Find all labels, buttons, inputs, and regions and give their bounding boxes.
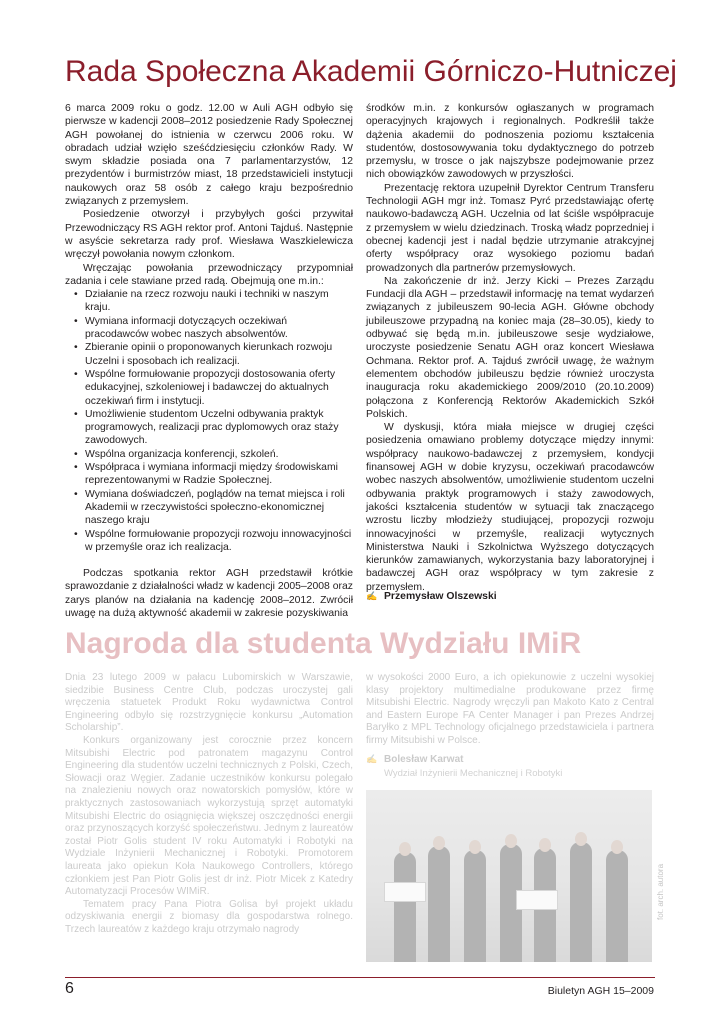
- paragraph: środków m.in. z konkursów ogłaszanych w programach operacyjnych krajowych i regionalnych. Podkreślił także dążenia akademii do podnoszenia poziomu kształcenia studentów, dostosowywania toku dydaktycznego do potrzeb przemysłu, w trosce o jak najszybsze podejmowanie przez nich obowiązków zawodowych w przyszłości.: [366, 103, 654, 181]
- next-article-preview: [0, 620, 719, 980]
- author-name: Bolesław Karwat: [384, 754, 464, 765]
- article-column-right: [366, 672, 654, 748]
- award-photo: [366, 790, 652, 962]
- list-item: • Wspólne formułowanie propozycji rozwoju innowacyjności w przemyśle oraz ich realizacja.: [85, 528, 353, 555]
- author-signature: [366, 754, 463, 765]
- list-item: • Działanie na rzecz rozwoju nauki i techniki w naszym kraju.: [85, 288, 353, 315]
- list-item: • Umożliwienie studentom Uczelni odbywania praktyk programowych, realizacji prac dyplomowych oraz staży zawodowych.: [85, 408, 353, 448]
- footer-rule: [65, 977, 655, 978]
- article-title: Nagroda dla studenta Wydziału IMiR: [65, 627, 582, 660]
- author-role: Wydział Inżynierii Mechanicznej i Robotyki: [384, 768, 563, 779]
- list-item: • Wymiana doświadczeń, poglądów na temat miejsca i roli Akademii w rzeczywistości społeczno-ekonomicznej naszego kraju: [85, 488, 353, 528]
- list-item: • Zbieranie opinii o proponowanych kierunkach rozwoju Uczelni i sposobach ich realizacji.: [85, 341, 353, 368]
- author-signature: [366, 591, 497, 602]
- author-name: Przemysław Olszewski: [384, 591, 497, 602]
- publication-title: Biuletyn AGH 15–2009: [547, 985, 654, 997]
- list-item: • Wspólna organizacja konferencji, szkoleń.: [85, 448, 353, 461]
- paragraph: W dyskusji, która miała miejsce w drugiej części posiedzenia omawiano problemy dotyczące między innymi: współpracy naukowo-badawczej z przemysłem, kondycji finansowej AGH w dobie kryzysu, oczekiwań pracodawców wobec naszych absolwentów, umożliwienie studentom uczelni odbywania praktyk programowych i staży zawodowych, jakości kształcenia studentów w sytuacji tak znaczącego wzrostu liczby młodzieży studiującej, propozycji rozwoju innowacyjności w przemyśle, realizacji wytycznych Ministerstwa Nauki i Szkolnictwa Wyższego dotyczących kierunków zamawianych, wykorzystania bazy laboratoryjnej i badawczej AGH oraz współpracy w tym zakresie z przemysłem.: [366, 422, 654, 593]
- page-number: 6: [65, 980, 74, 997]
- paragraph: Posiedzenie otworzył i przybyłych gości przywitał Przewodniczący RS AGH rektor prof. Antoni Tajduś. Następnie w asyście sekretarza rady prof. Wiesława Waszkielewicza wręczył powołania nowym członkom.: [65, 209, 353, 261]
- article-column-left: [65, 102, 353, 620]
- paragraph: Na zakończenie dr inż. Jerzy Kicki – Prezes Zarządu Fundacji dla AGH – przedstawił informację na temat wydarzeń związanych z jubileuszem 90-lecia AGH. Główne obchody jubileuszowe przypadną na koniec maja (28–30.05), kiedy to odbywać się będą m.in. jubileuszowe sesje wydziałowe, uroczyste posiedzenie Senatu AGH oraz koncert Wiesława Ochmana. Rektor prof. A. Tajduś zwrócił uwagę, że ważnym elementem obchodów jubileuszu będzie również uroczysta inauguracja roku akademickiego 2009/2010 (20.10.2009) połączona z Konferencją Rektorów Akademickich Szkół Polskich.: [366, 275, 654, 420]
- paragraph: Wręczając powołania przewodniczący przypomniał zadania i cele stawiane przed radą. Obejmują one m.in.:: [65, 262, 353, 287]
- article-column-left: [65, 672, 353, 936]
- pen-icon: ✍: [366, 591, 378, 601]
- paragraph: Dnia 23 lutego 2009 w pałacu Lubomirskich w Warszawie, siedzibie Business Centre Club, podczas uroczystej gali wręczenia statuetek Produkt Roku wydawnictwa Control Engineering odbyło się rozstrzygnięcie konkursu „Automation Scholarship”.: [65, 672, 353, 734]
- paragraph: Prezentację rektora uzupełnił Dyrektor Centrum Transferu Technologii AGH mgr inż. Tomasz Pyrć przedstawiając ofertę naukowo-badawczą AGH. Uczelnia od lat ściśle współpracuje z przemysłem w wielu dziedzinach. Troską władz poprzedniej i obecnej kadencji jest i nadal będzie utrzymanie atrakcyjnej oferty współpracy oraz wysokiego poziomu badań prowadzonych dla partnerów przemysłowych.: [366, 182, 654, 274]
- pen-icon: ✍: [366, 754, 378, 764]
- paragraph: Konkurs organizowany jest corocznie przez koncern Mitsubishi Electric pod patronatem magazynu Control Engineering dla studentów uczelni technicznych z Polski, Czech, Słowacji oraz Węgier. Zadanie uczestników konkursu polegało na znalezieniu nowych oraz nowatorskich pomysłów, które w praktycznych zastosowaniach wykorzystują sprzęt automatyki Mitsubishi Electric do osiągnięcia większej oszczędności energii oraz przynoszących korzyść społeczeństwu. Jednym z laureatów został Piotr Golis student IV roku Automatyki i Robotyki na Wydziale Inżynierii Mechanicznej i Robotyki. Promotorem laureata jako opiekun Koła Naukowego Controllers, którego członkiem jest Pan Piotr Golis jest dr inż. Piotr Micek z Katedry Automatyzacji Procesów WIMiR.: [65, 734, 353, 898]
- list-item: • Wspólne formułowanie propozycji dostosowania oferty edukacyjnej, szkoleniowej i badawczej do aktualnych oczekiwań firm i instytucji.: [85, 368, 353, 408]
- task-list: [65, 288, 353, 554]
- paragraph: 6 marca 2009 roku o godz. 12.00 w Auli AGH odbyło się pierwsze w kadencji 2008–2012 posiedzenie Rady Społecznej AGH powołanej do istnienia w czerwcu 2006 roku. W obradach udział wzięło sześćdziesięciu członków Rady. W swym składzie posiada ona 7 parlamentarzystów, 12 prezydentów i burmistrzów miast, 18 przedstawicieli instytucji naukowych oraz 58 osób z całego kraju bezpośrednio związanych z przemysłem.: [65, 103, 353, 208]
- paragraph: Podczas spotkania rektor AGH przedstawił krótkie sprawozdanie z działalności władz w kadencji 2005–2008 oraz zarys planów na działania na kadencję 2008–2012. Zwrócił uwagę na dużą aktywność akademii w zakresie pozyskiwania: [65, 568, 353, 619]
- article-column-right: [366, 102, 654, 594]
- list-item: • Wymiana informacji dotyczących oczekiwań pracodawców wobec naszych absolwentów.: [85, 315, 353, 342]
- paragraph: w wysokości 2000 Euro, a ich opiekunowie z uczelni wysokiej klasy projektory multimedialne produkowane przez firmę Mitsubishi Electric. Nagrody wręczyli pan Makoto Kato z Central and Eastern Europe FA Center Manager i pan Prezes Andrzej Baryłko z MPL Technology oficjalnego przedstawiciela i partnera firmy Mitsubishi w Polsce.: [366, 672, 654, 746]
- list-item: • Współpraca i wymiana informacji między środowiskami reprezentowanymi w Radzie Społecznej.: [85, 461, 353, 488]
- paragraph: Tematem pracy Pana Piotra Golisa był projekt układu odzyskiwania energii z biomasy dla gospodarstwa rolnego. Trzech laureatów z każdego kraju otrzymało nagrody: [65, 898, 353, 935]
- article-title: Rada Społeczna Akademii Górniczo-Hutniczej: [65, 55, 677, 88]
- photo-credit: fot. arch. autora: [656, 863, 665, 920]
